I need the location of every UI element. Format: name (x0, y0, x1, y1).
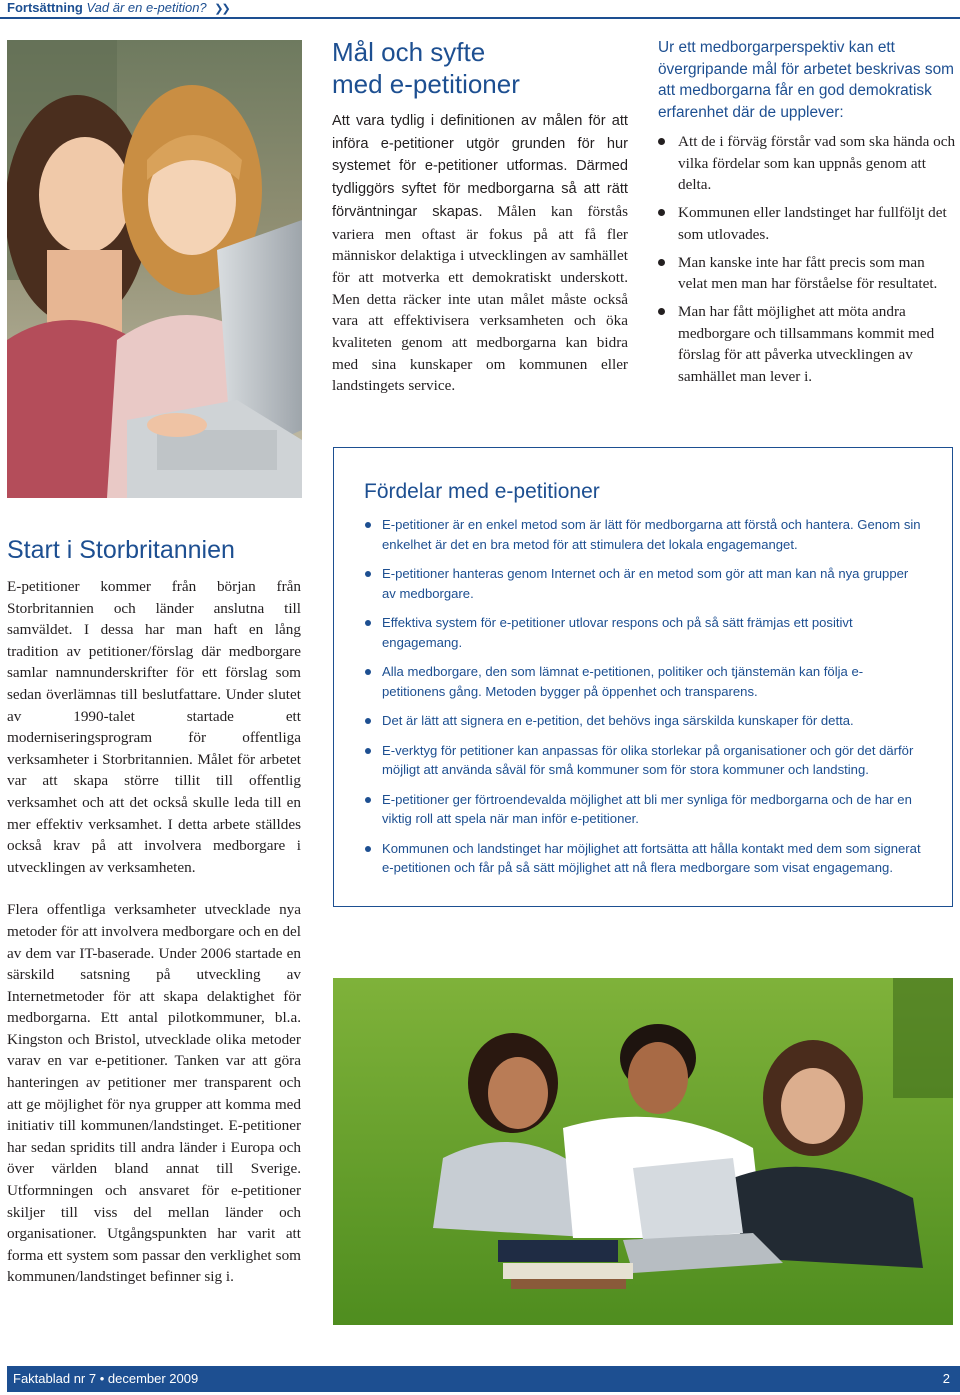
footer-bar (7, 1366, 960, 1392)
list-item: Man kanske inte har fått precis som man velat men man har förståelse för resultatet. (658, 252, 956, 295)
list-item: Kommunen eller landstinget har fullföljt det som utlovades. (658, 202, 956, 245)
list-item: Att de i förväg förstår vad som ska hända och vilka fördelar som kan uppnås genom att delta. (658, 131, 956, 196)
bullet-icon (365, 669, 371, 675)
footer-publication: Faktablad nr 7 • december 2009 (13, 1371, 199, 1386)
list-item: E-petitioner är en enkel metod som är lätt för medborgarna att förstå och hantera. Genom sin enkelhet är det en bra metod för att stimulera det lokala engagemanget. (364, 515, 924, 554)
mal-text-serif: Målen kan förstås variera men oftast är fokus på att få fler människor delaktiga i utvecklingen av samhället för att motverka ett demokratiskt underskott. Men detta räcker inte utan målet måste också vara att effektivisera verksamheten och öka kvaliteten genom att medborgarna kan bidra med sina kunskaper om kommunen eller landstingets service. (332, 202, 628, 395)
list-item: E-petitioner hanteras genom Internet och är en metod som gör att man kan nå nya grupper av medborgare. (364, 564, 924, 603)
start-paragraph-2: Flera offentliga verksamheter utvecklade nya metoder för att involvera medborgare och en del av dem var IT-baserade. Under 2006 startade en särskild satsning på utveckling av Internetmetoder för att skapa delaktighet för medborgarna. Ett antal pilotkommuner, bl.a. Kingston och Bristol, utvecklade olika metoder varav en var e-petitioner. Tanken var att göra hanteringen av petitioner mer transparent och att ge möjlighet för nya grupper att komma med initiativ till kommunen/landstinget. E-petitioner har sedan spridits till andra länder i Europa och över världen bland annat till Sverige. Utformningen och ansvaret för e-petitioner skiljer till viss del mellan länder och organisationer. Utgångspunkten har varit att forma ett system som passar den verklighet som kommunen/landstinget befinner sig i. (7, 901, 301, 1286)
section-title-start: Start i Storbritannien (7, 536, 235, 564)
bullet-icon (365, 522, 371, 528)
start-body (7, 576, 301, 1288)
section-title-mal (332, 36, 632, 100)
header-subtitle: Vad är en e-petition? (86, 0, 207, 15)
list-item: Alla medborgare, den som lämnat e-petitionen, politiker och tjänstemän kan följa e-petitionens gång. Metoden bygger på öppenhet och transparens. (364, 662, 924, 701)
bullet-icon (365, 718, 371, 724)
bullet-icon (365, 620, 371, 626)
start-paragraph-1: E-petitioner kommer från början från Storbritannien och länder anslutna till samväldet. I dessa har man haft en lång tradition av petitioner/förslag där medborgare samlar namnunderskrifter för ett förslag som sedan överlämnas till beslutfattare. Under slutet av 1990-talet startade ett moderniseringsprogram för offentliga verksamheter i Storbritannien. Målet för arbetet var att skapa större tillit till offentlig verksamhet och att det också skulle leda till en mer effektiv verksamhet. I detta arbete ställdes också krav på att involvera medborgare i utvecklingen av verksamheten. (7, 578, 301, 876)
bullet-icon (365, 797, 371, 803)
perspektiv-list (658, 131, 956, 394)
title-line-2: med e-petitioner (332, 69, 520, 99)
bullet-icon (658, 259, 665, 266)
photo-girls-laptop (7, 40, 302, 498)
bullet-icon (658, 308, 665, 315)
list-item: Det är lätt att signera en e-petition, det behövs inga särskilda kunskaper för detta. (364, 711, 924, 731)
fordelar-list (364, 515, 924, 888)
photo-students-grass (333, 978, 953, 1325)
running-header (7, 0, 229, 15)
list-item: Kommunen och landstinget har möjlighet att fortsätta att hålla kontakt med dem som signerat e-petitionen och får på så sätt möjlighet att nå flera medborgare som visat engagemang. (364, 839, 924, 878)
double-chevron-right-icon: ❯❯ (214, 3, 229, 15)
page-number: 2 (942, 1371, 950, 1386)
bullet-icon (365, 846, 371, 852)
photo-girls-laptop-illustration (7, 40, 302, 498)
list-item: E-verktyg för petitioner kan anpassas för olika storlekar på organisationer och gör det därför möjligt att använda såväl för små kommuner som för stora kommuner och landsting. (364, 741, 924, 780)
header-section: Fortsättning (7, 0, 83, 15)
header-rule (0, 17, 960, 19)
perspektiv-intro: Ur ett medborgarperspektiv kan ett övergripande mål för arbetet beskrivas som att medborgarna får en god demokratisk erfarenhet där de upplever: (658, 39, 954, 122)
section-title-fordelar: Fördelar med e-petitioner (364, 480, 600, 503)
mal-paragraph (332, 110, 628, 397)
bullet-icon (365, 748, 371, 754)
list-item: E-petitioner ger förtroendevalda möjlighet att bli mer synliga för medborgarna och de har en viktig roll att spela när man inför e-petitioner. (364, 790, 924, 829)
mal-text-sans: Att vara tydlig i definitionen av målen för att införa e-petitioner utgör grunden för hur systemet för e-petitioner utformas. Därmed tydliggörs syftet för medborgarna så att rätt förväntningar skapas. (332, 113, 628, 220)
bullet-icon (658, 209, 665, 216)
list-item: Man har fått möjlighet att möta andra medborgare och tillsammans kommit med förslag för att påverka utvecklingen av samhället man lever i. (658, 301, 956, 388)
list-item: Effektiva system för e-petitioner utlovar respons och på så sätt främjas ett positivt engagemang. (364, 613, 924, 652)
bullet-icon (365, 571, 371, 577)
bullet-icon (658, 138, 665, 145)
photo-students-grass-illustration (333, 978, 953, 1325)
title-line-1: Mål och syfte (332, 37, 486, 67)
